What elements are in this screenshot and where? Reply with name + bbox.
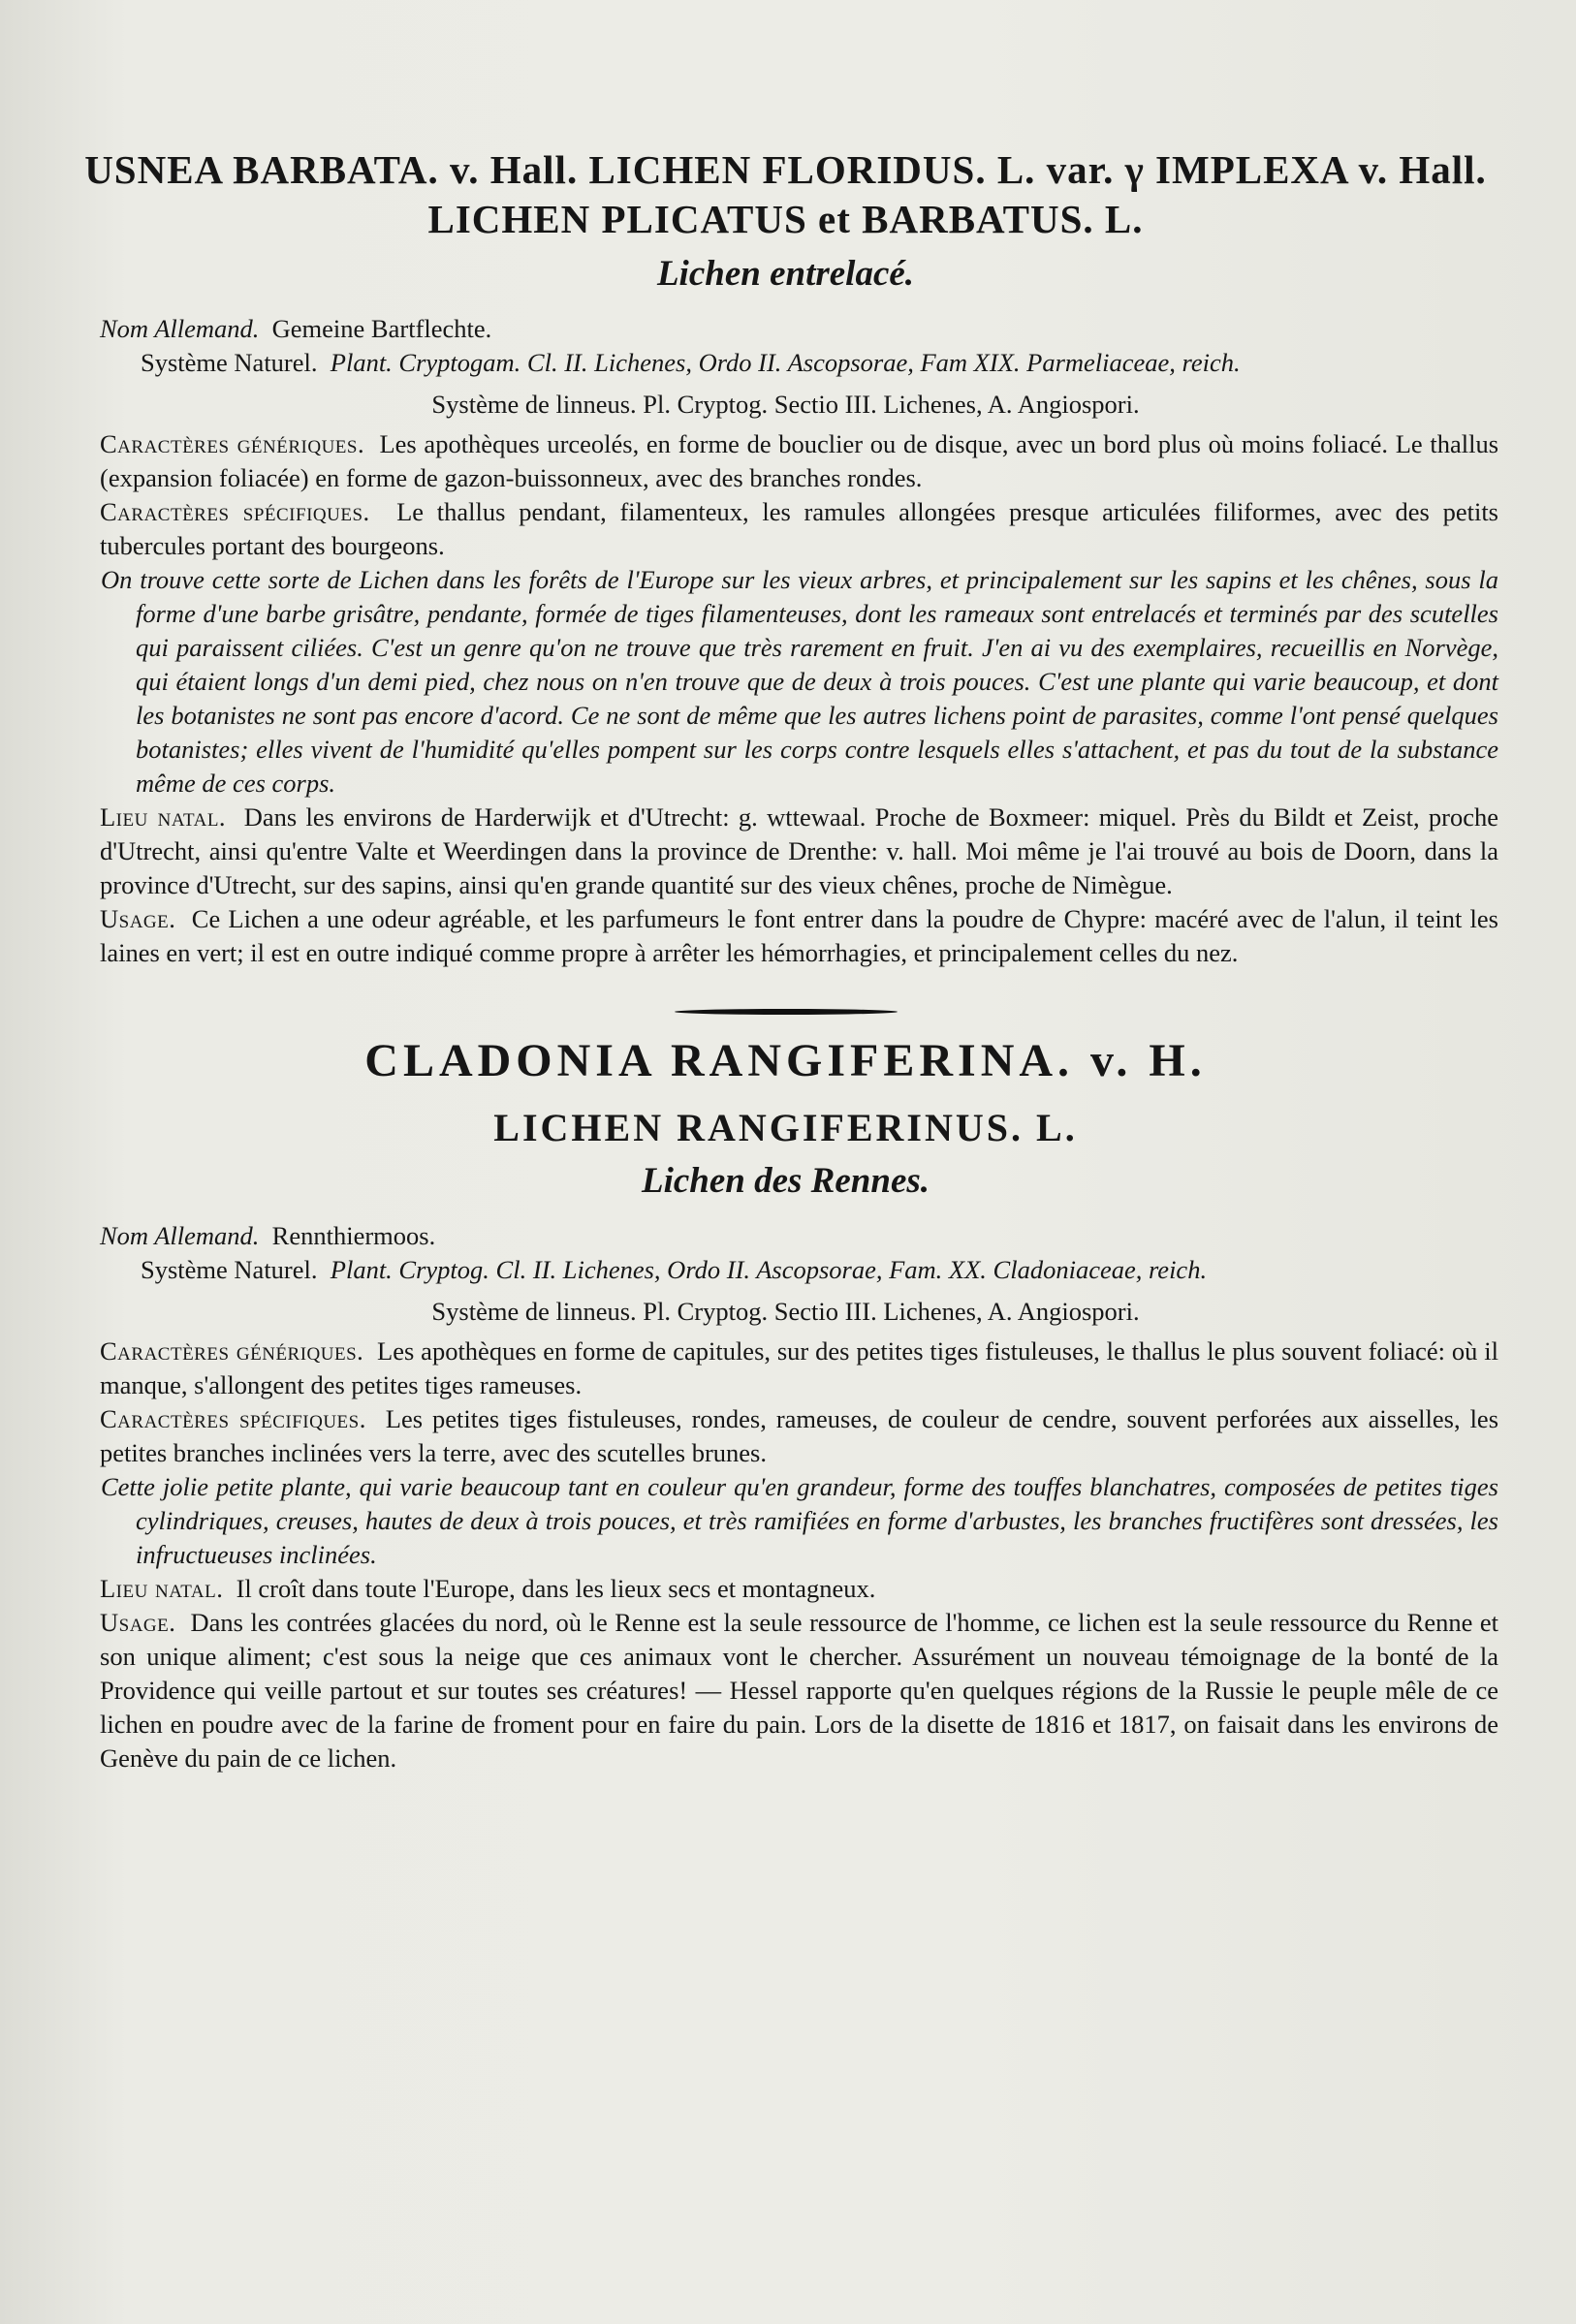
label: Usage. [100, 1607, 176, 1637]
section2-caracteres-specifiques [73, 1402, 1498, 1470]
value: Le thallus pendant, filamenteux, les ramules allongées presque articulées filiformes, avec des petits tubercules portant des bourgeons. [100, 496, 1499, 560]
value: Ce Lichen a une odeur agréable, et les parfumeurs le font entrer dans la poudre de Chypre: macéré avec de l'alun, il teint les laines en vert; il est en outre indiqué comme propre à arrêter les hémorrhagies, et principalement celles du nez. [100, 903, 1498, 967]
label: Système Naturel. [141, 1254, 318, 1284]
value: Dans les environs de Harderwijk et d'Utrecht: g. wttewaal. Proche de Boxmeer: miquel. Près du Bildt et Zeist, proche d'Utrecht, ainsi qu'entre Valte et Weerdingen dans la province de Drenthe: v. hall. Moi même je l'ai trouvé au bois de Doorn, dans la province d'Utrecht, sur des sapins, ainsi qu'en grande quantité sur des vieux chênes, proche de Nimègue. [100, 801, 1499, 899]
value: Les apothèques urceolés, en forme de bouclier ou de disque, avec un bord plus où moins foliacé. Le thallus (expansion foliacée) en forme de gazon-buissonneux, avec des branches rondes. [100, 428, 1499, 492]
section2-common-name: Lichen des Rennes. [641, 1160, 930, 1201]
section2-lieu-natal [73, 1572, 1498, 1606]
section1-nom-allemand [73, 312, 1498, 346]
label: Lieu natal. [100, 801, 227, 832]
label: Caractères spécifiques. [100, 496, 370, 526]
section1-usage [73, 902, 1498, 970]
value: Gemeine Bartflechte. [271, 313, 492, 343]
section1-lieu-natal [73, 801, 1498, 902]
value: Les petites tiges fistuleuses, rondes, rameuses, de couleur de cendre, souvent perforées aux aisselles, les petites branches inclinées vers la terre, avec des scutelles brunes. [100, 1403, 1499, 1467]
value: Plant. Cryptogam. Cl. II. Lichenes, Ordo II. Ascopsorae, Fam XIX. Parmeliaceae, reich. [330, 347, 1241, 377]
value: Dans les contrées glacées du nord, où le Renne est la seule ressource de l'homme, ce lichen est la seule ressource du Renne et son unique aliment; c'est sous la neige que ces animaux vont le chercher. Assurément un nouveau témoignage de la bonté de la Providence qui veille partout et sur toutes ses créatures! — Hessel rapporte qu'en quelques régions de la Russie le peuple mêle de ce lichen en poudre avec de la farine de froment pour en faire du pain. Lors de la disette de 1816 et 1817, on faisait dans les environs de Genève du pain de ce lichen. [100, 1607, 1499, 1773]
section1-systeme-naturel [73, 346, 1498, 380]
section2-nom-allemand [73, 1219, 1498, 1253]
section1-description: On trouve cette sorte de Lichen dans les forêts de l'Europe sur les vieux arbres, et principalement sur les sapins et les chênes, sous la forme d'une barbe grisâtre, pendante, formée de tiges filamenteuses, dont les rameaux sont entrelacés et terminés par des scutelles qui paraissent ciliées. C'est un genre qu'on ne trouve que très rarement en fruit. J'en ai vu des exemplaires, recueillis en Norvège, qui étaient longs d'un demi pied, chez nous on n'en trouve que de deux à trois pouces. C'est une plante qui varie beaucoup, et dont les botanistes ne sont pas encore d'acord. Ce ne sont de même que les autres lichens point de parasites, comme l'ont pensé quelques botanistes; elles vivent de l'humidité qu'elles pompent sur les corps contre lesquels elles s'attachent, et pas du tout de la substance même de ces corps. [101, 564, 1498, 798]
section1-common-name: Lichen entrelacé. [656, 253, 915, 294]
section1-caracteres-specifiques [73, 495, 1498, 563]
section1-systeme-linneus: Système de linneus. Pl. Cryptog. Sectio III. Lichenes, A. Angiospori. [431, 389, 1140, 419]
label: Caractères génériques. [100, 1335, 364, 1366]
section1-title-line2: LICHEN PLICATUS et BARBATUS. L. [427, 197, 1144, 242]
section2-systeme-linneus: Système de linneus. Pl. Cryptog. Sectio III. Lichenes, A. Angiospori. [431, 1296, 1140, 1326]
section1-caracteres-generiques [73, 427, 1498, 495]
value: Rennthiermoos. [271, 1220, 436, 1250]
value: Les apothèques en forme de capitules, sur des petites tiges fistuleuses, le thallus le plus souvent foliacé: où il manque, s'allongent des petites tiges rameuses. [100, 1335, 1498, 1399]
section2-description: Cette jolie petite plante, qui varie beaucoup tant en couleur qu'en grandeur, forme des touffes blanchatres, composées de petites tiges cylindriques, creuses, hautes de deux à trois pouces, et très ramifiées en forme d'arbustes, les branches fructifères sont dressées, les infructueuses inclinées. [101, 1471, 1498, 1569]
label: Caractères spécifiques. [100, 1403, 366, 1433]
section2-caracteres-generiques [73, 1335, 1498, 1402]
section1-title-line1: USNEA BARBATA. v. Hall. LICHEN FLORIDUS. L. var. γ IMPLEXA v. Hall. [84, 147, 1487, 192]
label: Nom Allemand. [100, 313, 260, 343]
section2-systeme-naturel [73, 1253, 1498, 1287]
label: Caractères génériques. [100, 428, 365, 458]
label: Système Naturel. [141, 347, 318, 377]
label: Lieu natal. [100, 1573, 224, 1603]
section2-title-line1: CLADONIA RANGIFERINA. v. H. [364, 1034, 1207, 1086]
section-divider [675, 1009, 898, 1015]
section2-title-line2: LICHEN RANGIFERINUS. L. [493, 1105, 1078, 1149]
section2-usage [73, 1606, 1498, 1775]
label: Usage. [100, 903, 176, 933]
value: Plant. Cryptog. Cl. II. Lichenes, Ordo II. Ascopsorae, Fam. XX. Cladoniaceae, reich. [330, 1254, 1208, 1284]
value: Il croît dans toute l'Europe, dans les lieux secs et montagneux. [236, 1573, 876, 1603]
label: Nom Allemand. [100, 1220, 260, 1250]
